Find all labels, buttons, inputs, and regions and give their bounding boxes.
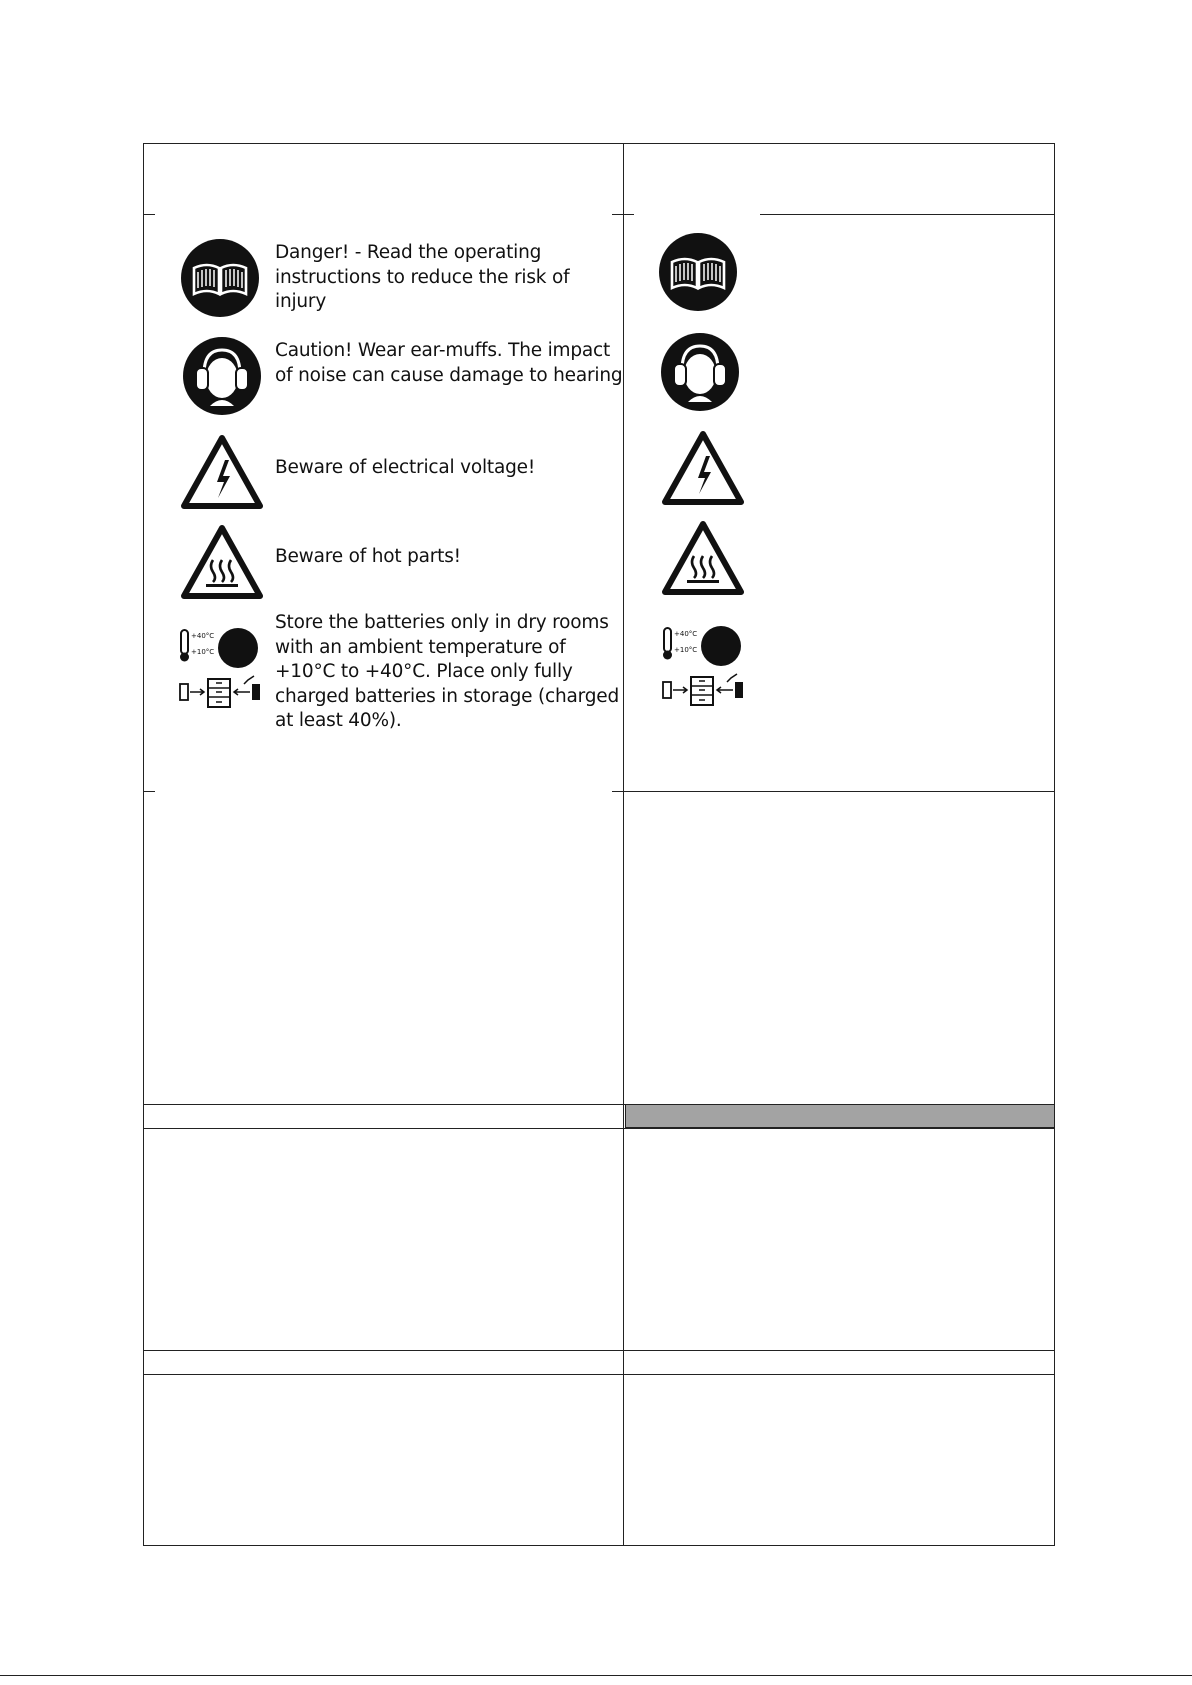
text-line: charged batteries in storage (charged [275,685,619,707]
text-line: with an ambient temperature of [275,636,566,658]
text-line: at least 40%). [275,710,402,731]
temp-high-label: +40°C [191,632,215,640]
book-icon [180,238,260,318]
gray-header-cell [625,1104,1055,1128]
row-line [143,791,155,792]
row-line [143,214,155,215]
text-line: Beware of electrical voltage! [275,457,536,478]
ear-muffs-icon [660,332,740,412]
ear-muffs-icon [182,336,262,416]
warning-text-electrical-voltage [275,456,535,481]
text-line: +10°C to +40°C. Place only fully [275,661,573,682]
row-line [612,791,1055,792]
battery-storage-icon [178,624,264,710]
warning-text-hot-parts [275,545,461,570]
temp-low-label: +10°C [191,648,215,656]
row-line [143,1128,1055,1129]
hot-surface-icon [661,520,745,596]
row-line [760,214,1055,215]
electric-voltage-icon [661,430,745,506]
text-line: injury [275,291,327,312]
text-line: Store the batteries only in dry rooms [275,612,609,633]
row-line [612,214,634,215]
warning-text-read-instructions [275,241,569,315]
temp-low-label: +10°C [674,646,698,654]
hot-surface-icon [180,524,264,600]
warning-text-ear-muffs [275,339,622,388]
footer-rule [0,1675,1192,1676]
battery-storage-icon [661,622,747,708]
text-line: instructions to reduce the risk of [275,266,570,288]
row-line [143,1374,1055,1375]
row-line [143,1350,1055,1351]
warning-text-battery-storage [275,611,619,734]
temp-high-label: +40°C [674,630,698,638]
column-divider [623,143,624,1546]
text-line: Danger! - Read the operating [275,242,542,263]
book-icon [658,232,738,312]
text-line: Beware of hot parts! [275,546,461,567]
electric-voltage-icon [180,434,264,510]
text-line: Caution! Wear ear-muffs. The impact [275,340,611,361]
text-line: of noise can cause damage to hearing [275,364,623,386]
